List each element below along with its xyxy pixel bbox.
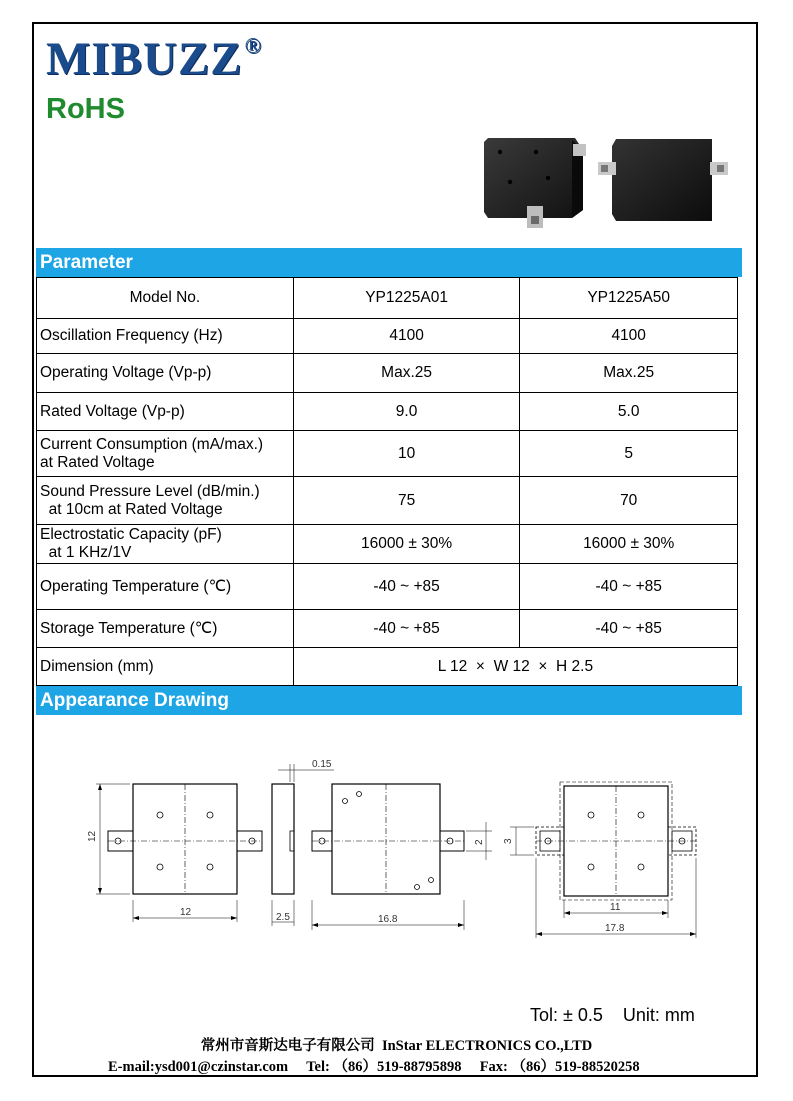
cell-a: 9.0 <box>293 393 520 431</box>
rohs-mark: RoHS <box>46 93 125 125</box>
dim-bottom-width: 16.8 <box>378 914 398 925</box>
tel-text: Tel: （86）519-88795898 <box>306 1059 462 1075</box>
row-label: Electrostatic Capacity (pF) at 1 KHz/1V <box>37 525 294 564</box>
company-name: 常州市音斯达电子有限公司 InStar ELECTRONICS CO.,LTD <box>200 1038 593 1054</box>
dim-right-pad: 3 <box>503 838 514 844</box>
contact-line <box>108 1055 640 1076</box>
row-label: Sound Pressure Level (dB/min.) at 10cm at Rated Voltage <box>37 477 294 525</box>
top-view <box>96 784 262 922</box>
dim-side-thickness: 2.5 <box>276 912 290 923</box>
dim-pin-width: 2 <box>474 839 485 845</box>
cell-b: 16000 ± 30% <box>520 525 738 564</box>
cell-a: -40 ~ +85 <box>293 610 520 648</box>
row-label: Rated Voltage (Vp-p) <box>37 393 294 431</box>
cell-b: 5 <box>520 431 738 477</box>
cell-b: -40 ~ +85 <box>520 610 738 648</box>
cell-a: -40 ~ +85 <box>293 564 520 610</box>
email-text: E-mail:ysd001@czinstar.com <box>108 1059 289 1075</box>
cell-b: 4100 <box>520 319 738 354</box>
footprint-view <box>510 782 696 938</box>
cell-b: 5.0 <box>520 393 738 431</box>
model-b-header: YP1225A50 <box>520 278 738 319</box>
row-label: Operating Temperature (℃) <box>37 564 294 610</box>
dimension-value: L 12 × W 12 × H 2.5 <box>293 648 737 686</box>
row-label: Operating Voltage (Vp-p) <box>37 354 294 393</box>
side-view <box>272 764 334 926</box>
dim-top-width: 12 <box>180 907 192 918</box>
dim-top-height: 12 <box>87 830 98 842</box>
parameter-heading: Parameter <box>36 248 742 277</box>
tolerance-note: Tol: ± 0.5 Unit: mm <box>530 1005 695 1025</box>
brand-logo: MIBUZZ® <box>46 33 263 85</box>
cell-b: Max.25 <box>520 354 738 393</box>
row-label: Oscillation Frequency (Hz) <box>37 319 294 354</box>
appearance-heading: Appearance Drawing <box>36 686 742 715</box>
dim-right-outer: 17.8 <box>605 923 625 934</box>
fax-text: Fax: （86）519-88520258 <box>479 1059 640 1075</box>
cell-b: 70 <box>520 477 738 525</box>
dim-right-inner: 11 <box>610 902 621 913</box>
dim-side-gap: 0.15 <box>312 759 332 770</box>
model-a-header: YP1225A01 <box>293 278 520 319</box>
cell-a: 4100 <box>293 319 520 354</box>
row-label: Dimension (mm) <box>37 648 294 686</box>
cell-a: 75 <box>293 477 520 525</box>
cell-a: 16000 ± 30% <box>293 525 520 564</box>
cell-a: Max.25 <box>293 354 520 393</box>
row-label: Storage Temperature (℃) <box>37 610 294 648</box>
row-label: Current Consumption (mA/max.) at Rated Voltage <box>37 431 294 477</box>
cell-b: -40 ~ +85 <box>520 564 738 610</box>
model-header: Model No. <box>37 278 294 319</box>
bottom-view <box>312 784 492 930</box>
cell-a: 10 <box>293 431 520 477</box>
